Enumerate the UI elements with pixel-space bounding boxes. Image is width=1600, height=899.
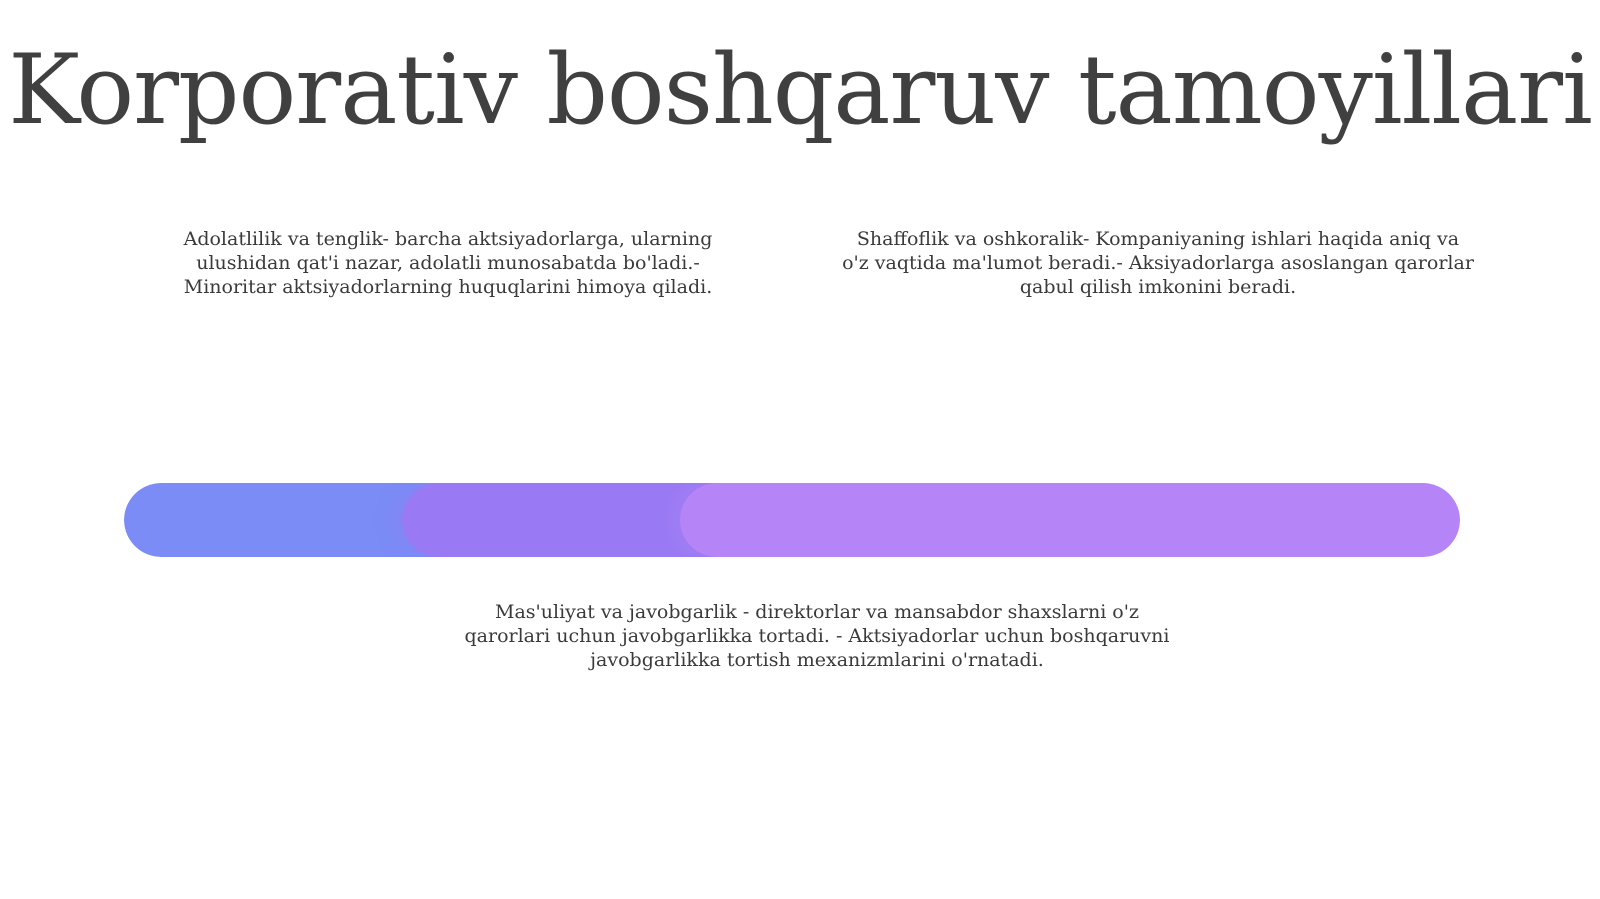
timeline-bar: [124, 483, 1460, 557]
principle-fairness-text: Adolatlilik va tenglik- barcha aktsiyadorlarga, ularning ulushidan qat'i nazar, adolatli munosabatda bo'ladi.- Minoritar aktsiyadorlarning huquqlarini himoya qiladi.: [183, 228, 713, 298]
principle-accountability-text: Mas'uliyat va javobgarlik - direktorlar va mansabdor shaxslarni o'z qarorlari uchun javobgarlikka tortadi. - Aktsiyadorlar uchun boshqaruvni javobgarlikka tortish mexanizmlarini o'rnatadi.: [464, 601, 1170, 671]
page-title: Korporativ boshqaruv tamoyillari: [8, 34, 1592, 146]
principle-transparency-text: Shaffoflik va oshkoralik- Kompaniyaning ishlari haqida aniq va o'z vaqtida ma'lumot beradi.- Aksiyadorlarga asoslangan qarorlar qabul qilish imkonini beradi.: [842, 228, 1474, 298]
timeline-segment-3: [680, 483, 1460, 557]
